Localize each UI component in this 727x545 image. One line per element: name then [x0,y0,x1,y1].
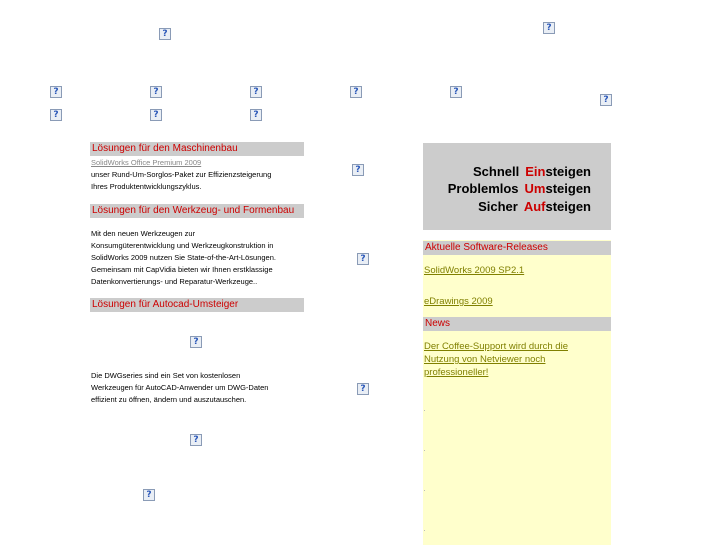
divider-dot [424,530,425,531]
text-line: Werkzeugen für AutoCAD-Anwender um DWG-Daten [91,383,269,392]
slogan-row [448,181,591,196]
broken-image-icon: ? [357,253,369,265]
werkzeug-content [91,228,311,288]
nav-image-icon[interactable]: ? [50,109,62,121]
slogan-row [478,199,591,214]
divider-dot [424,410,425,411]
slogan-word: Schnell [473,164,520,179]
solidworks-premium-link[interactable]: SolidWorks Office Premium 2009 [91,158,202,167]
slogan-highlight: Um [524,181,546,196]
broken-image-icon: ? [543,22,555,34]
news-link-line[interactable]: Nutzung von Netviewer noch [424,354,546,365]
text-line: Konsumgüterentwicklung und Werkzeugkonstruktion in [91,241,274,250]
broken-image-icon: ? [143,489,155,501]
release-link-solidworks[interactable]: SolidWorks 2009 SP2.1 [424,265,525,276]
news-link-line[interactable]: professioneller! [424,367,489,378]
slogan-rest: steigen [545,164,591,179]
autocad-content [91,370,311,406]
nav-image-icon[interactable]: ? [150,86,162,98]
nav-image-icon[interactable]: ? [450,86,462,98]
broken-image-icon: ? [357,383,369,395]
text-line: Mit den neuen Werkzeugen zur [91,229,196,238]
slogan-rest: steigen [545,181,591,196]
text-line: unser Rund-Um-Sorglos-Paket zur Effizienzsteigerung [91,170,272,179]
broken-image-icon: ? [190,336,202,348]
slogan-rest: steigen [545,199,591,214]
text-line: Die DWGseries sind ein Set von kostenlosen [91,371,241,380]
maschinenbau-content [91,157,311,193]
slogan-box [423,143,611,230]
broken-image-icon: ? [190,434,202,446]
section-heading-autocad: Lösungen für Autocad-Umsteiger [90,298,304,312]
broken-image-icon: ? [159,28,171,40]
slogan-word: Problemlos [447,181,519,196]
text-line: Ihres Produktentwicklungszyklus. [91,182,202,191]
release-link-edrawings[interactable]: eDrawings 2009 [424,296,493,307]
section-heading-maschinenbau: Lösungen für den Maschinenbau [90,142,304,156]
nav-image-icon[interactable]: ? [150,109,162,121]
news-link-line[interactable]: Der Coffee-Support wird durch die [424,341,568,352]
slogan-highlight: Auf [523,199,546,214]
releases-heading: Aktuelle Software-Releases [423,241,611,255]
nav-image-icon[interactable]: ? [50,86,62,98]
news-heading: News [423,317,611,331]
sidebar-panel [423,240,611,545]
news-link[interactable] [424,340,568,379]
nav-image-icon[interactable]: ? [250,109,262,121]
broken-image-icon: ? [352,164,364,176]
section-heading-werkzeug: Lösungen für den Werkzeug- und Formenbau [90,204,304,218]
slogan-word: Sicher [478,199,518,214]
divider-dot [424,490,425,491]
nav-image-icon[interactable]: ? [250,86,262,98]
text-line: Gemeinsam mit CapVidia bieten wir Ihnen erstklassige [91,265,273,274]
text-line: SolidWorks 2009 nutzen Sie State-of-the-Art-Lösungen. [91,253,276,262]
nav-image-icon[interactable]: ? [350,86,362,98]
text-line: Datenkonvertierungs- und Reparatur-Werkzeuge.. [91,277,258,286]
slogan-highlight: Ein [525,164,546,179]
text-line: effizient zu öffnen, ändern und auszutauschen. [91,395,247,404]
slogan-row [473,164,591,179]
divider-dot [424,450,425,451]
nav-image-icon[interactable]: ? [600,94,612,106]
